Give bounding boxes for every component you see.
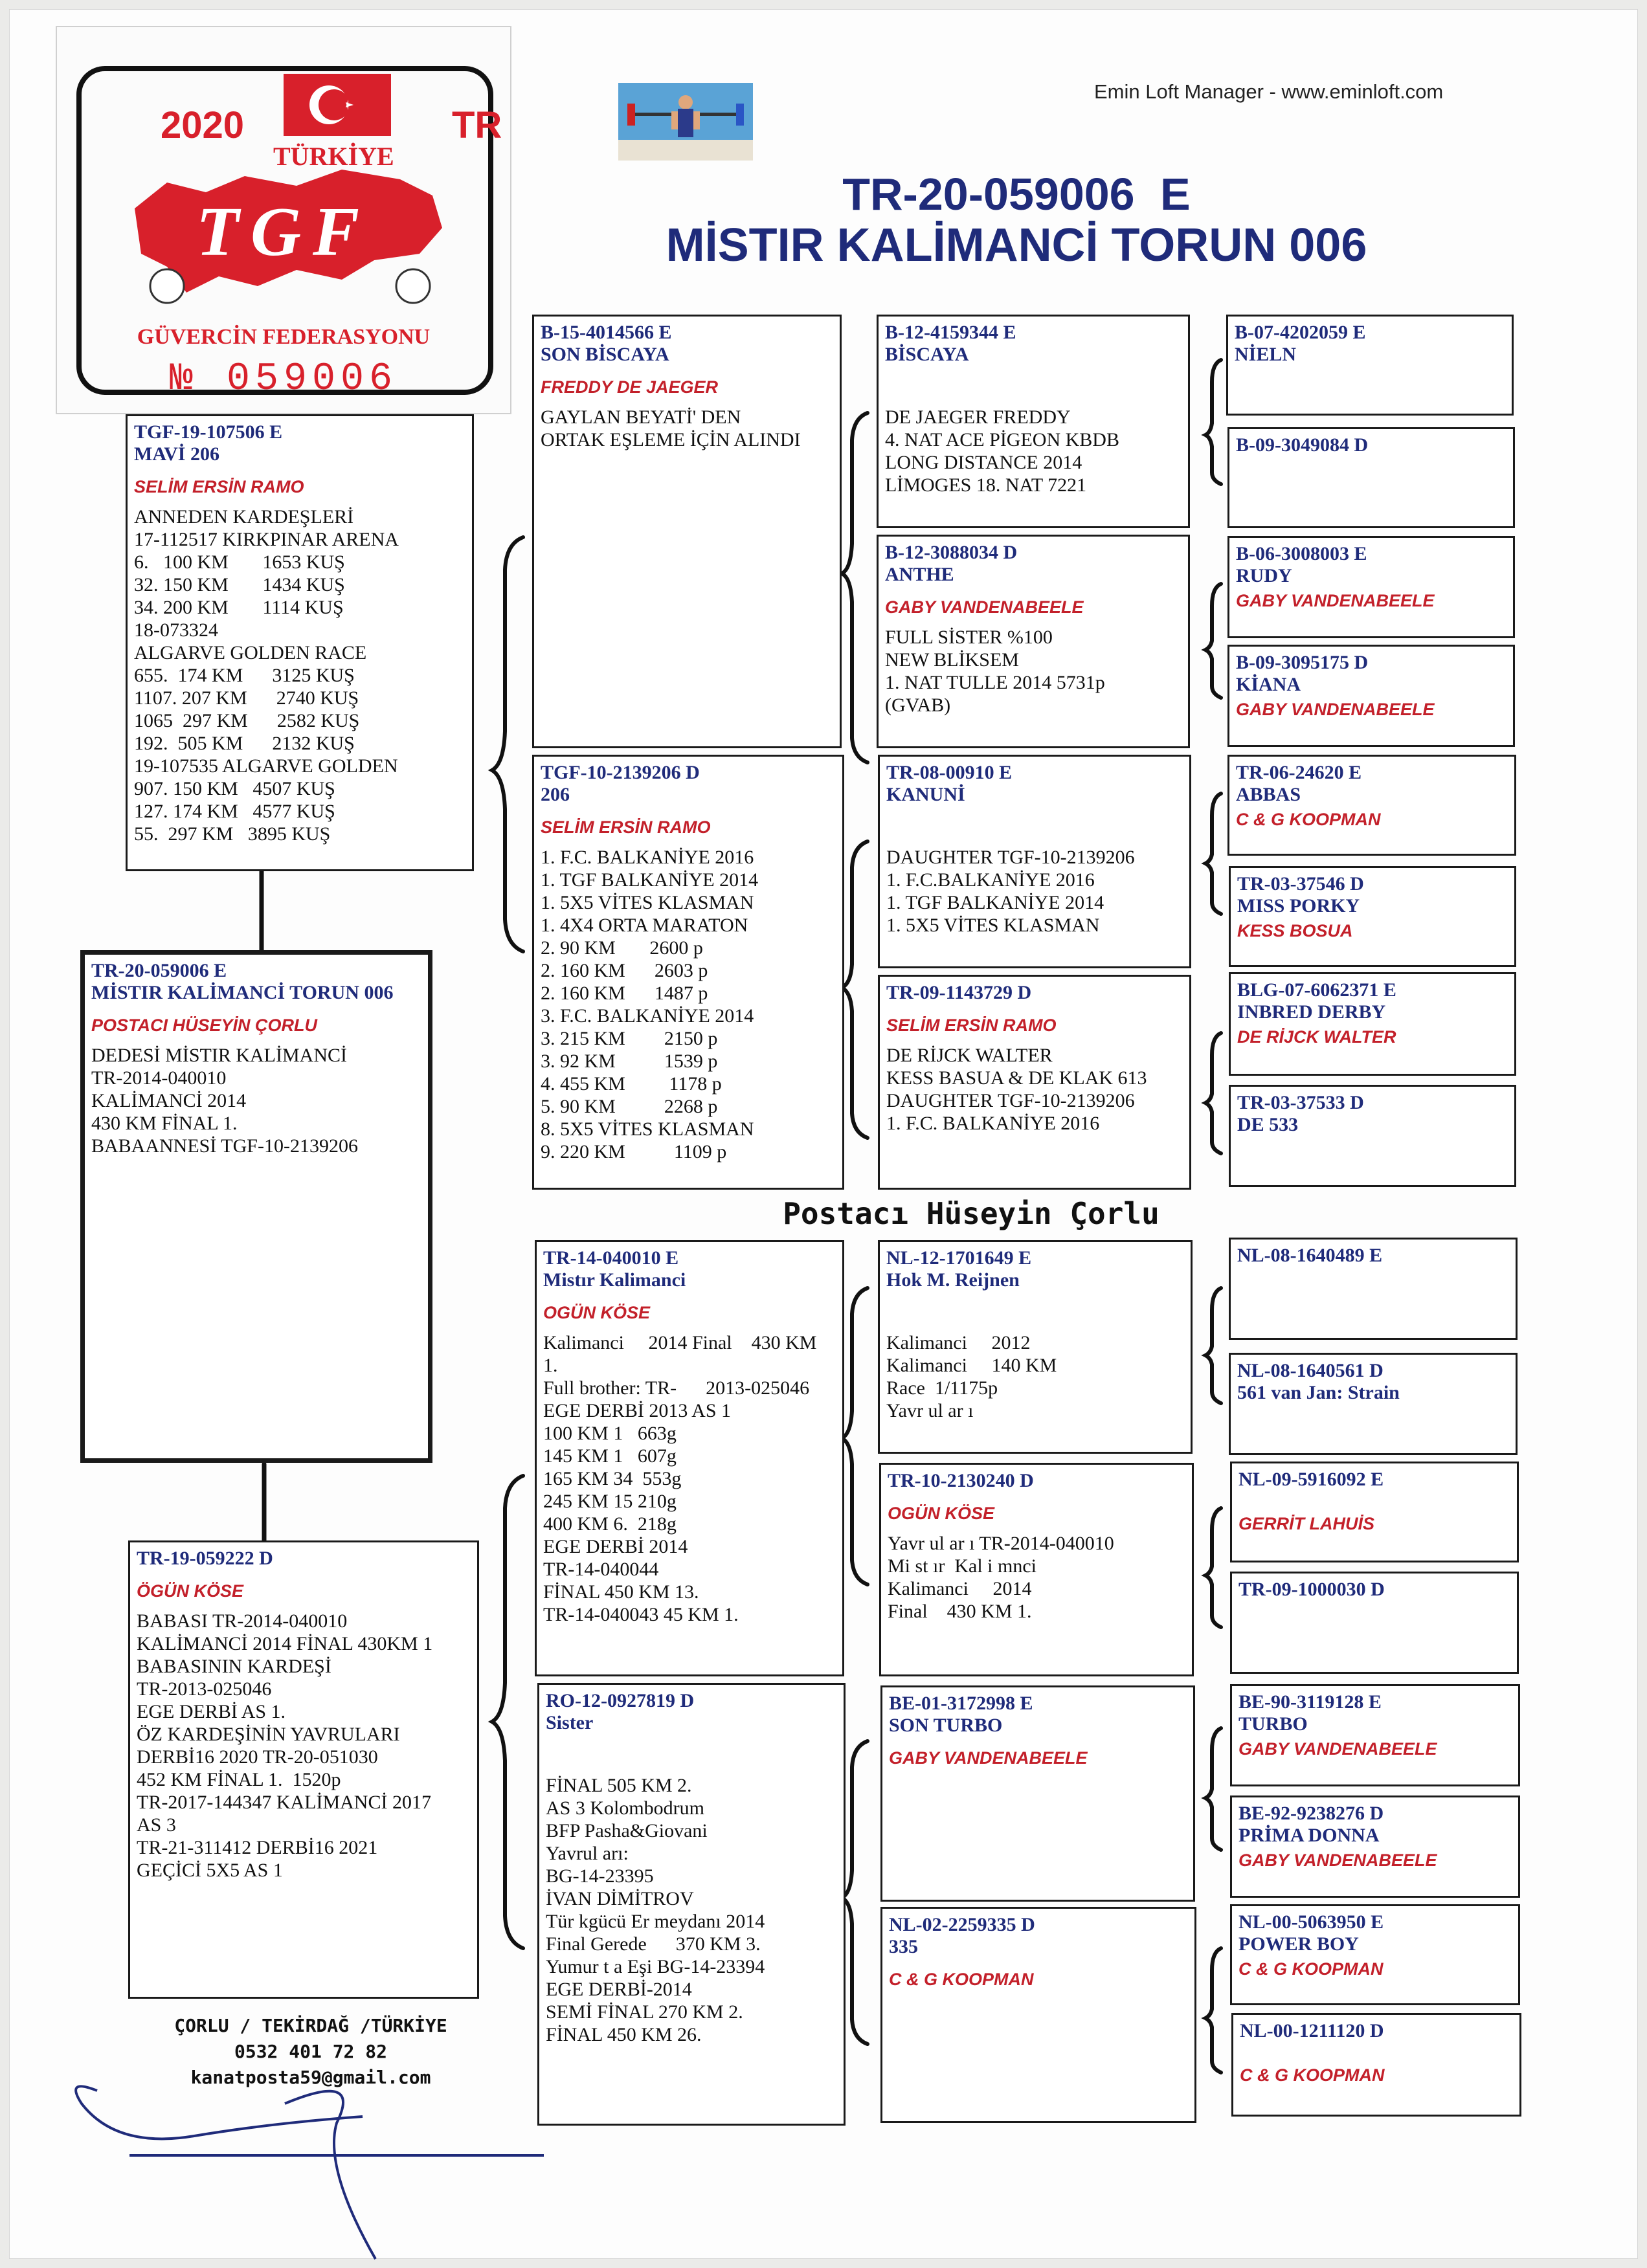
note-line: 19-107535 ALGARVE GOLDEN bbox=[134, 755, 398, 777]
pigeon-notes bbox=[134, 506, 467, 845]
note-line: 55. 297 KM 3895 KUŞ bbox=[134, 823, 331, 845]
note-line: TR-2013-025046 bbox=[137, 1678, 272, 1700]
pedigree-box-gen4-6[interactable] bbox=[1229, 866, 1516, 967]
ring-number: RO-12-0927819 D bbox=[546, 1690, 695, 1711]
breeder-name: C & G KOOPMAN bbox=[1236, 810, 1381, 829]
pigeon-notes bbox=[546, 1774, 838, 2046]
note-line: 4. NAT ACE PİGEON KBDB bbox=[885, 429, 1119, 450]
ring-number: B-09-3095175 D bbox=[1236, 652, 1369, 673]
breeder-name: OGÜN KÖSE bbox=[543, 1303, 651, 1322]
pedigree-box-gen4-16[interactable] bbox=[1231, 2013, 1521, 2117]
note-line: DERBİ16 2020 TR-20-051030 bbox=[137, 1746, 378, 1768]
pigeon-notes bbox=[886, 1331, 1185, 1422]
note-line: TR-14-040043 45 KM 1. bbox=[543, 1604, 739, 1625]
pigeon-name: Sister bbox=[546, 1712, 594, 1733]
note-line: 127. 174 KM 4577 KUŞ bbox=[134, 801, 335, 822]
note-line: TR-21-311412 DERBİ16 2021 bbox=[137, 1837, 378, 1858]
breeder-name: GABY VANDENABEELE bbox=[885, 597, 1084, 617]
pigeon-name: 335 bbox=[889, 1936, 918, 1957]
note-line: Yavr ul ar ı bbox=[886, 1400, 974, 1421]
note-line: AS 3 Kolombodrum bbox=[546, 1797, 705, 1819]
pedigree-box-sds[interactable] bbox=[878, 755, 1191, 968]
pigeon-notes bbox=[541, 846, 837, 1163]
pedigree-box-sss[interactable] bbox=[877, 315, 1190, 528]
note-line: BABASININ KARDEŞİ bbox=[137, 1656, 331, 1677]
ring-number: TR-06-24620 E bbox=[1236, 762, 1362, 783]
pigeon-name: MAVİ 206 bbox=[134, 443, 219, 465]
note-line: 2. 90 KM 2600 p bbox=[541, 937, 703, 959]
note-line: EGE DERBİ 2014 bbox=[543, 1536, 688, 1557]
contact-email: kanatposta59@gmail.com bbox=[190, 2067, 431, 2088]
note-line: DAUGHTER TGF-10-2139206 bbox=[886, 1090, 1135, 1111]
note-line: BABASI TR-2014-040010 bbox=[137, 1610, 348, 1632]
note-line: Kalimanci 2014 Final 430 KM bbox=[543, 1332, 817, 1353]
pedigree-box-subject[interactable] bbox=[80, 950, 432, 1463]
note-line: 1. 4X4 ORTA MARATON bbox=[541, 915, 748, 936]
breeder-name: GABY VANDENABEELE bbox=[889, 1748, 1088, 1768]
turkish-flag-icon bbox=[284, 74, 391, 136]
note-line: ORTAK EŞLEME İÇİN ALINDI bbox=[541, 429, 801, 450]
note-line: KALİMANCİ 2014 bbox=[91, 1090, 247, 1111]
ring-number: TGF-10-2139206 D bbox=[541, 762, 700, 783]
pigeon-notes bbox=[543, 1331, 837, 1626]
note-line: GAYLAN BEYATİ' DEN bbox=[541, 406, 741, 428]
note-line: 1. bbox=[543, 1355, 558, 1376]
pedigree-box-dsd[interactable] bbox=[879, 1463, 1194, 1676]
breeder-name: GABY VANDENABEELE bbox=[1236, 700, 1435, 719]
note-line: 1107. 207 KM 2740 KUŞ bbox=[134, 687, 359, 709]
note-line: 1. TGF BALKANİYE 2014 bbox=[886, 892, 1104, 913]
note-line: 452 KM FİNAL 1. 1520p bbox=[137, 1769, 341, 1790]
pedigree-box-gen4-14[interactable] bbox=[1230, 1796, 1520, 1898]
note-line: DE RİJCK WALTER bbox=[886, 1045, 1053, 1066]
pedigree-box-gen4-13[interactable] bbox=[1230, 1684, 1520, 1786]
ring-number: NL-08-1640561 D bbox=[1237, 1360, 1384, 1381]
pedigree-box-gen4-1[interactable] bbox=[1226, 315, 1514, 416]
pedigree-box-sire-dam[interactable] bbox=[532, 755, 844, 1190]
note-line: (GVAB) bbox=[885, 695, 951, 716]
breeder-name: POSTACI HÜSEYİN ÇORLU bbox=[91, 1016, 318, 1035]
note-line: 9. 220 KM 1109 p bbox=[541, 1141, 727, 1162]
note-line: TR-2014-040010 bbox=[91, 1067, 227, 1089]
note-line: LİMOGES 18. NAT 7221 bbox=[885, 474, 1087, 496]
ring-number: BLG-07-6062371 E bbox=[1237, 979, 1396, 1001]
note-line: Kalimanci 2014 bbox=[888, 1578, 1032, 1599]
note-line: 1. TGF BALKANİYE 2014 bbox=[541, 869, 759, 891]
contact-phone: 0532 401 72 82 bbox=[234, 2041, 387, 2062]
pigeon-name: SON BİSCAYA bbox=[541, 344, 669, 365]
pigeon-notes bbox=[885, 626, 1183, 717]
note-line: 100 KM 1 663g bbox=[543, 1423, 677, 1444]
ring-number: TR-10-2130240 D bbox=[888, 1470, 1034, 1491]
note-line: EGE DERBİ-2014 bbox=[546, 1979, 692, 2000]
ring-number: NL-09-5916092 E bbox=[1238, 1469, 1384, 1490]
note-line: 165 KM 34 553g bbox=[543, 1468, 682, 1489]
ring-number: TR-09-1000030 D bbox=[1238, 1579, 1385, 1600]
ring-number: NL-12-1701649 E bbox=[886, 1247, 1032, 1269]
note-line: Tür kgücü Er meydanı 2014 bbox=[546, 1911, 765, 1932]
note-line: 1. 5X5 VİTES KLASMAN bbox=[541, 892, 754, 913]
breeder-name: GABY VANDENABEELE bbox=[1236, 591, 1435, 610]
pigeon-name: ABBAS bbox=[1236, 784, 1301, 805]
note-line: KESS BASUA & DE KLAK 613 bbox=[886, 1067, 1147, 1089]
ring-number: TR-09-1143729 D bbox=[886, 982, 1032, 1003]
note-line: 2. 160 KM 1487 p bbox=[541, 983, 708, 1004]
ring-number: TGF-19-107506 E bbox=[134, 421, 283, 443]
breeder-name: GABY VANDENABEELE bbox=[1238, 1851, 1437, 1870]
note-line: 3. F.C. BALKANİYE 2014 bbox=[541, 1005, 754, 1027]
note-line: 2. 160 KM 2603 p bbox=[541, 960, 708, 981]
pedigree-box-dam-dam[interactable] bbox=[537, 1683, 846, 2126]
note-line: FİNAL 450 KM 13. bbox=[543, 1581, 699, 1603]
ring-number: TR-20-059006 E bbox=[91, 960, 227, 981]
note-line: AS 3 bbox=[137, 1814, 176, 1836]
pigeon-name: BİSCAYA bbox=[885, 344, 969, 365]
note-line: 245 KM 15 210g bbox=[543, 1491, 677, 1512]
note-line: Yavr ul ar ı TR-2014-040010 bbox=[888, 1533, 1114, 1554]
pedigree-box-gen4-8[interactable] bbox=[1229, 1085, 1516, 1187]
ring-number: TR-14-040010 E bbox=[543, 1247, 679, 1269]
note-line: FULL SİSTER %100 bbox=[885, 627, 1053, 648]
note-line: DE JAEGER FREDDY bbox=[885, 406, 1071, 428]
ring-number: NL-00-5063950 E bbox=[1238, 1911, 1384, 1933]
pigeon-name: PRİMA DONNA bbox=[1238, 1825, 1380, 1846]
ring-number: B-15-4014566 E bbox=[541, 322, 672, 343]
pigeon-notes bbox=[541, 406, 835, 451]
contact-address: ÇORLU / TEKİRDAĞ /TÜRKİYE bbox=[174, 2015, 447, 2036]
breeder-name: C & G KOOPMAN bbox=[1238, 1959, 1384, 1979]
note-line: KALİMANCİ 2014 FİNAL 430KM 1 bbox=[137, 1633, 433, 1654]
note-line: Yavrul arı: bbox=[546, 1843, 629, 1864]
ring-number: BE-01-3172998 E bbox=[889, 1693, 1033, 1714]
note-line: GEÇİCİ 5X5 AS 1 bbox=[137, 1860, 283, 1881]
note-line: 145 KM 1 607g bbox=[543, 1445, 677, 1467]
pigeon-notes bbox=[885, 406, 1183, 496]
note-line: ALGARVE GOLDEN RACE bbox=[134, 642, 367, 663]
note-line: BABAANNESİ TGF-10-2139206 bbox=[91, 1135, 358, 1157]
ring-number: BE-90-3119128 E bbox=[1238, 1691, 1382, 1713]
breeder-name: GABY VANDENABEELE bbox=[1238, 1739, 1437, 1759]
note-line: TR-14-040044 bbox=[543, 1559, 659, 1580]
note-line: 400 KM 6. 218g bbox=[543, 1513, 677, 1535]
ring-number: TR-19-059222 D bbox=[137, 1548, 273, 1569]
ring-number: B-12-4159344 E bbox=[885, 322, 1016, 343]
breeder-name: DE RİJCK WALTER bbox=[1237, 1027, 1396, 1047]
breeder-name: KESS BOSUA bbox=[1237, 921, 1353, 940]
contact-block bbox=[104, 2013, 518, 2091]
breeder-name: C & G KOOPMAN bbox=[1240, 2065, 1385, 2085]
note-line: 655. 174 KM 3125 KUŞ bbox=[134, 665, 355, 686]
note-line: 907. 150 KM 4507 KUŞ bbox=[134, 778, 335, 799]
note-line: Yumur t a Eşi BG-14-23394 bbox=[546, 1956, 765, 1977]
pedigree-box-gen4-3[interactable] bbox=[1227, 536, 1515, 638]
pigeon-name: TURBO bbox=[1238, 1713, 1308, 1735]
ring-number: TR-03-37533 D bbox=[1237, 1092, 1364, 1113]
note-line: 18-073324 bbox=[134, 619, 218, 641]
pigeon-name: MİSTIR KALİMANCİ TORUN 006 bbox=[91, 982, 394, 1003]
breeder-name: FREDDY DE JAEGER bbox=[541, 377, 719, 397]
ring-number: NL-02-2259335 D bbox=[889, 1914, 1035, 1935]
note-line: EGE DERBİ AS 1. bbox=[137, 1701, 286, 1722]
ring-number: TR-03-37546 D bbox=[1237, 873, 1364, 895]
breeder-name: GERRİT LAHUİS bbox=[1238, 1514, 1375, 1533]
pedigree-box-gen4-7[interactable] bbox=[1229, 972, 1516, 1076]
note-line: 32. 150 KM 1434 KUŞ bbox=[134, 574, 345, 595]
note-line: Final 430 KM 1. bbox=[888, 1601, 1032, 1622]
pedigree-box-gen4-10[interactable] bbox=[1229, 1353, 1518, 1455]
note-line: 192. 505 KM 2132 KUŞ bbox=[134, 733, 355, 754]
pedigree-box-ddd[interactable] bbox=[880, 1907, 1196, 2123]
breeder-name: C & G KOOPMAN bbox=[889, 1970, 1034, 1989]
stamp-year: 2020 bbox=[161, 104, 245, 146]
note-line: 4. 455 KM 1178 p bbox=[541, 1073, 722, 1095]
note-line: Mi st ır Kal i mnci bbox=[888, 1555, 1036, 1577]
note-line: 430 KM FİNAL 1. bbox=[91, 1113, 238, 1134]
note-line: 1. F.C.BALKANİYE 2016 bbox=[886, 869, 1095, 891]
note-line: 6. 100 KM 1653 KUŞ bbox=[134, 551, 345, 573]
pigeon-notes bbox=[886, 1044, 1184, 1135]
note-line: 5. 90 KM 2268 p bbox=[541, 1096, 718, 1117]
note-line: TR-2017-144347 KALİMANCİ 2017 bbox=[137, 1792, 431, 1813]
pigeon-name: ANTHE bbox=[885, 564, 954, 585]
note-line: İVAN DİMİTROV bbox=[546, 1888, 694, 1909]
note-line: FİNAL 505 KM 2. bbox=[546, 1775, 692, 1796]
note-line: FİNAL 450 KM 26. bbox=[546, 2024, 702, 2045]
note-line: 3. 92 KM 1539 p bbox=[541, 1051, 718, 1072]
tgf-ring-stamp bbox=[56, 26, 511, 414]
note-line: Full brother: TR- 2013-025046 bbox=[543, 1377, 810, 1399]
pedigree-box-gen4-11[interactable] bbox=[1230, 1462, 1519, 1562]
pedigree-box-gen4-12[interactable] bbox=[1230, 1572, 1519, 1674]
pigeon-notes bbox=[888, 1532, 1187, 1623]
note-line: 34. 200 KM 1114 KUŞ bbox=[134, 597, 344, 618]
pedigree-box-dss[interactable] bbox=[878, 1240, 1193, 1454]
pigeon-name: 561 van Jan: Strain bbox=[1237, 1382, 1400, 1403]
pigeon-name: DE 533 bbox=[1237, 1114, 1299, 1135]
ring-number: BE-92-9238276 D bbox=[1238, 1803, 1384, 1824]
note-line: DEDESİ MİSTIR KALİMANCİ bbox=[91, 1045, 347, 1066]
ring-number: B-07-4202059 E bbox=[1235, 322, 1366, 343]
owner-title: Postacı Hüseyin Çorlu bbox=[783, 1196, 1160, 1231]
weightlifter-photo bbox=[618, 83, 753, 161]
note-line: Final Gerede 370 KM 3. bbox=[546, 1933, 761, 1955]
note-line: Race 1/1175p bbox=[886, 1377, 998, 1399]
pigeon-name: 206 bbox=[541, 784, 570, 805]
note-line: ANNEDEN KARDEŞLERİ bbox=[134, 506, 354, 528]
pigeon-name: POWER BOY bbox=[1238, 1933, 1359, 1955]
pigeon-name: INBRED DERBY bbox=[1237, 1001, 1386, 1023]
ring-number: NL-00-1211120 D bbox=[1240, 2020, 1384, 2041]
pedigree-box-gen4-9[interactable] bbox=[1229, 1238, 1518, 1340]
breeder-name: ÖGÜN KÖSE bbox=[137, 1581, 244, 1601]
breeder-name: SELİM ERSİN RAMO bbox=[134, 477, 304, 496]
note-line: 1. F.C. BALKANİYE 2016 bbox=[541, 847, 754, 868]
pedigree-box-dds[interactable] bbox=[880, 1685, 1195, 1902]
pigeon-name: KİANA bbox=[1236, 674, 1301, 695]
site-credit: Emin Loft Manager - www.eminloft.com bbox=[1094, 80, 1444, 103]
pedigree-box-gen4-5[interactable] bbox=[1227, 755, 1516, 856]
subject-ring-title: TR-20-059006 E bbox=[842, 169, 1191, 219]
pedigree-box-gen4-15[interactable] bbox=[1230, 1904, 1520, 2005]
note-line: ÖZ KARDEŞİNİN YAVRULARI bbox=[137, 1724, 400, 1745]
stamp-logo-text: TGF bbox=[196, 194, 371, 271]
pigeon-name: SON TURBO bbox=[889, 1715, 1003, 1736]
subject-name-title: MİSTIR KALİMANCİ TORUN 006 bbox=[666, 219, 1367, 271]
pedigree-box-sdd[interactable] bbox=[878, 975, 1191, 1190]
pigeon-name: MISS PORKY bbox=[1237, 895, 1360, 917]
ring-number: B-06-3008003 E bbox=[1236, 543, 1367, 564]
pigeon-notes bbox=[886, 846, 1184, 937]
note-line: NEW BLİKSEM bbox=[885, 649, 1019, 671]
ring-number: B-12-3088034 D bbox=[885, 542, 1018, 563]
pedigree-box-dam[interactable] bbox=[128, 1540, 479, 1999]
pigeon-name: KANUNİ bbox=[886, 784, 965, 805]
stamp-number: № 059006 bbox=[169, 357, 398, 401]
note-line: BFP Pasha&Giovani bbox=[546, 1820, 708, 1841]
note-line: 8. 5X5 VİTES KLASMAN bbox=[541, 1118, 754, 1140]
note-line: Kalimanci 2012 bbox=[886, 1332, 1031, 1353]
pigeon-name: Hok M. Reijnen bbox=[886, 1269, 1020, 1291]
breeder-name: SELİM ERSİN RAMO bbox=[886, 1016, 1057, 1035]
stamp-federation: GÜVERCİN FEDERASYONU bbox=[137, 325, 431, 349]
pigeon-notes bbox=[137, 1610, 472, 1882]
pedigree-box-sire-sire[interactable] bbox=[532, 315, 842, 748]
note-line: DAUGHTER TGF-10-2139206 bbox=[886, 847, 1135, 868]
pedigree-box-sire[interactable] bbox=[126, 414, 474, 871]
pedigree-box-dam-sire[interactable] bbox=[535, 1240, 844, 1676]
pigeon-name: RUDY bbox=[1236, 565, 1292, 586]
stamp-country-code: TR bbox=[452, 104, 502, 146]
note-line: BG-14-23395 bbox=[546, 1865, 654, 1887]
ring-number: TR-08-00910 E bbox=[886, 762, 1013, 783]
note-line: EGE DERBİ 2013 AS 1 bbox=[543, 1400, 732, 1421]
ring-number: B-09-3049084 D bbox=[1236, 434, 1369, 456]
breeder-name: SELİM ERSİN RAMO bbox=[541, 817, 711, 837]
note-line: 1. NAT TULLE 2014 5731p bbox=[885, 672, 1105, 693]
ring-number: NL-08-1640489 E bbox=[1237, 1245, 1383, 1266]
pedigree-box-gen4-4[interactable] bbox=[1227, 645, 1515, 747]
note-line: 17-112517 KIRKPINAR ARENA bbox=[134, 529, 399, 550]
note-line: 3. 215 KM 2150 p bbox=[541, 1028, 718, 1049]
pedigree-box-ssd[interactable] bbox=[877, 535, 1190, 748]
note-line: LONG DISTANCE 2014 bbox=[885, 452, 1082, 473]
breeder-name: OGÜN KÖSE bbox=[888, 1504, 995, 1523]
stamp-country: TÜRKİYE bbox=[273, 142, 394, 171]
pigeon-name: Mistır Kalimanci bbox=[543, 1269, 686, 1291]
pigeon-notes bbox=[91, 1044, 423, 1157]
note-line: SEMİ FİNAL 270 KM 2. bbox=[546, 2001, 743, 2023]
note-line: Kalimanci 140 KM bbox=[886, 1355, 1057, 1376]
note-line: 1. F.C. BALKANİYE 2016 bbox=[886, 1113, 1100, 1134]
note-line: 1065 297 KM 2582 KUŞ bbox=[134, 710, 360, 731]
note-line: 1. 5X5 VİTES KLASMAN bbox=[886, 915, 1100, 936]
pigeon-name: NİELN bbox=[1235, 344, 1297, 365]
pedigree-box-gen4-2[interactable] bbox=[1227, 427, 1515, 528]
